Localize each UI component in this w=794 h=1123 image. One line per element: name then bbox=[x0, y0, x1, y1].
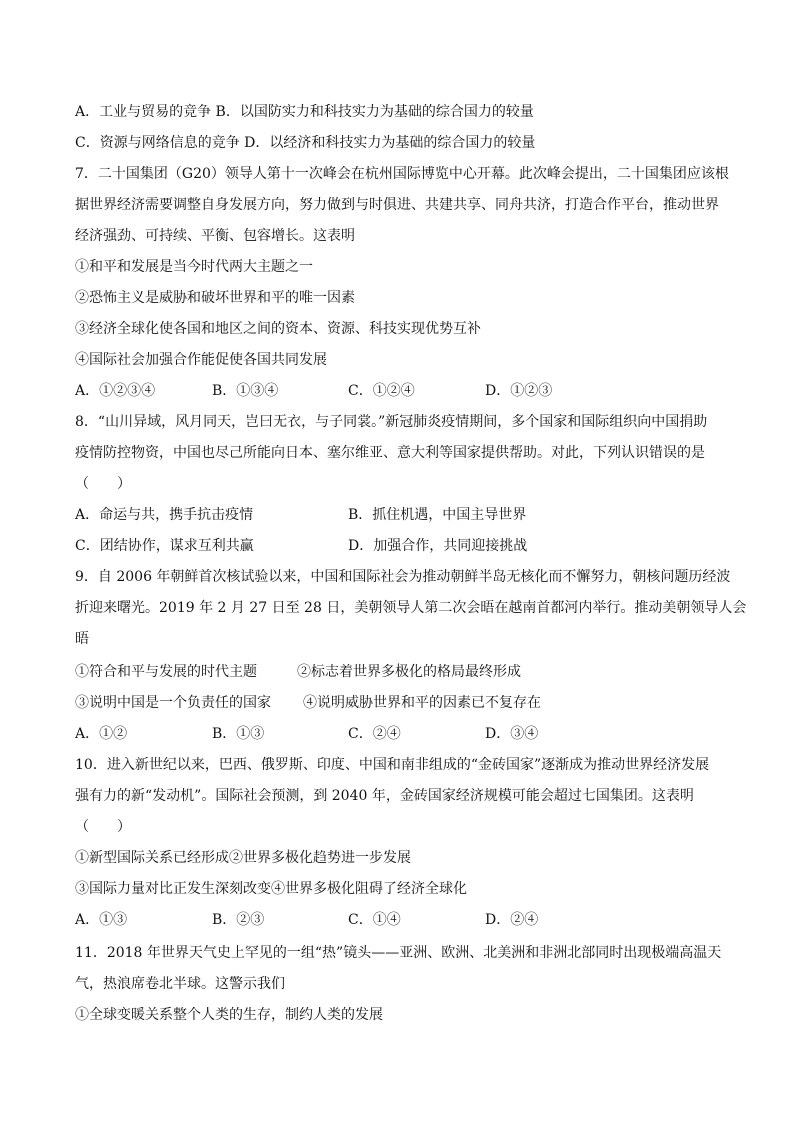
q8-stem-line-1: 8．“山川异域，风月同天，岂曰无衣，与子同裳。”新冠肺炎疫情期间，多个国家和国际组织向中国捐助 bbox=[75, 414, 708, 430]
q10-stem-line-1: 10．进入新世纪以来，巴西、俄罗斯、印度、中国和南非组成的“金砖国家”逐渐成为推动世界经济发展 bbox=[75, 757, 710, 773]
q8-answer-blank: （ ） bbox=[75, 476, 131, 492]
q6-options-line-2: C．资源与网络信息的竞争 D．以经济和科技实力为基础的综合国力的较量 bbox=[75, 135, 536, 151]
q7-item-3: ③经济全球化使各国和地区之间的资本、资源、科技实现优势互补 bbox=[75, 321, 481, 337]
q10-stem-line-2: 强有力的新“发动机”。国际社会预测，到 2040 年，金砖国家经济规模可能会超过七国集团。这表明 bbox=[75, 788, 694, 804]
q7-option-b: B．①③④ bbox=[212, 383, 279, 399]
q11-stem-line-2: 气，热浪席卷北半球。这警示我们 bbox=[75, 976, 285, 992]
q9-option-a: A．①② bbox=[75, 726, 128, 742]
q7-item-4: ④国际社会加强合作能促使各国共同发展 bbox=[75, 352, 327, 368]
q7-item-2: ②恐怖主义是威胁和破坏世界和平的唯一因素 bbox=[75, 290, 355, 306]
q8-stem-line-2: 疫情防控物资，中国也尽己所能向日本、塞尔维亚、意大利等国家提供帮助。对此，下列认识错误的是 bbox=[75, 445, 705, 461]
q9-option-d: D．③④ bbox=[485, 726, 539, 742]
q9-stem-line-1: 9．自 2006 年朝鲜首次核试验以来，中国和国际社会为推动朝鲜半岛无核化而不懈努力，朝核问题历经波 bbox=[75, 569, 731, 585]
q7-stem-line-2: 据世界经济需要调整自身发展方向，努力做到与时俱进、共建共享、同舟共济，打造合作平台，推动世界 bbox=[75, 197, 719, 213]
q10-item-line-2: ③国际力量对比正发生深刻改变④世界多极化阻碍了经济全球化 bbox=[75, 881, 467, 897]
q7-stem-line-3: 经济强劲、可持续、平衡、包容增长。这表明 bbox=[75, 228, 355, 244]
q9-item-3: ③说明中国是一个负责任的国家 bbox=[75, 695, 271, 711]
q10-option-d: D．②④ bbox=[485, 912, 539, 928]
q8-option-d: D．加强合作，共同迎接挑战 bbox=[348, 538, 528, 554]
q7-stem-line-1: 7．二十国集团（G20）领导人第十一次峰会在杭州国际博览中心开幕。此次峰会提出，二十国集团应该根 bbox=[75, 166, 729, 182]
q10-option-a: A．①③ bbox=[75, 912, 128, 928]
q6-options-line-1: A．工业与贸易的竞争 B．以国防实力和科技实力为基础的综合国力的较量 bbox=[75, 104, 534, 120]
q9-item-4: ④说明威胁世界和平的因素已不复存在 bbox=[303, 695, 541, 711]
q7-option-a: A．①②③④ bbox=[75, 383, 156, 399]
q8-option-a: A．命运与共，携手抗击疫情 bbox=[75, 507, 254, 523]
q10-answer-blank: （ ） bbox=[75, 819, 131, 835]
q9-stem-line-2: 折迎来曙光。2019 年 2 月 27 日至 28 日，美朝领导人第二次会晤在越南首都河内举行。推动美朝领导人会 bbox=[75, 600, 747, 616]
q11-item-1: ①全球变暖关系整个人类的生存，制约人类的发展 bbox=[75, 1007, 383, 1023]
q9-item-1: ①符合和平与发展的时代主题 bbox=[75, 664, 257, 680]
q9-item-2: ②标志着世界多极化的格局最终形成 bbox=[297, 664, 521, 680]
q9-stem-line-3: 晤 bbox=[75, 631, 89, 647]
q10-option-c: C．①④ bbox=[348, 912, 401, 928]
q8-option-c: C．团结协作，谋求互利共赢 bbox=[75, 538, 254, 554]
q9-option-b: B．①③ bbox=[212, 726, 265, 742]
q11-stem-line-1: 11．2018 年世界天气史上罕见的一组“热”镜头——亚洲、欧洲、北美洲和非洲北部同时出现极端高温天 bbox=[75, 945, 722, 961]
q10-item-line-1: ①新型国际关系已经形成②世界多极化趋势进一步发展 bbox=[75, 850, 411, 866]
q7-option-c: C．①②④ bbox=[348, 383, 415, 399]
q8-option-b: B．抓住机遇，中国主导世界 bbox=[348, 507, 527, 523]
q10-option-b: B．②③ bbox=[212, 912, 265, 928]
q7-item-1: ①和平和发展是当今时代两大主题之一 bbox=[75, 259, 313, 275]
q7-option-d: D．①②③ bbox=[485, 383, 553, 399]
q9-option-c: C．②④ bbox=[348, 726, 401, 742]
